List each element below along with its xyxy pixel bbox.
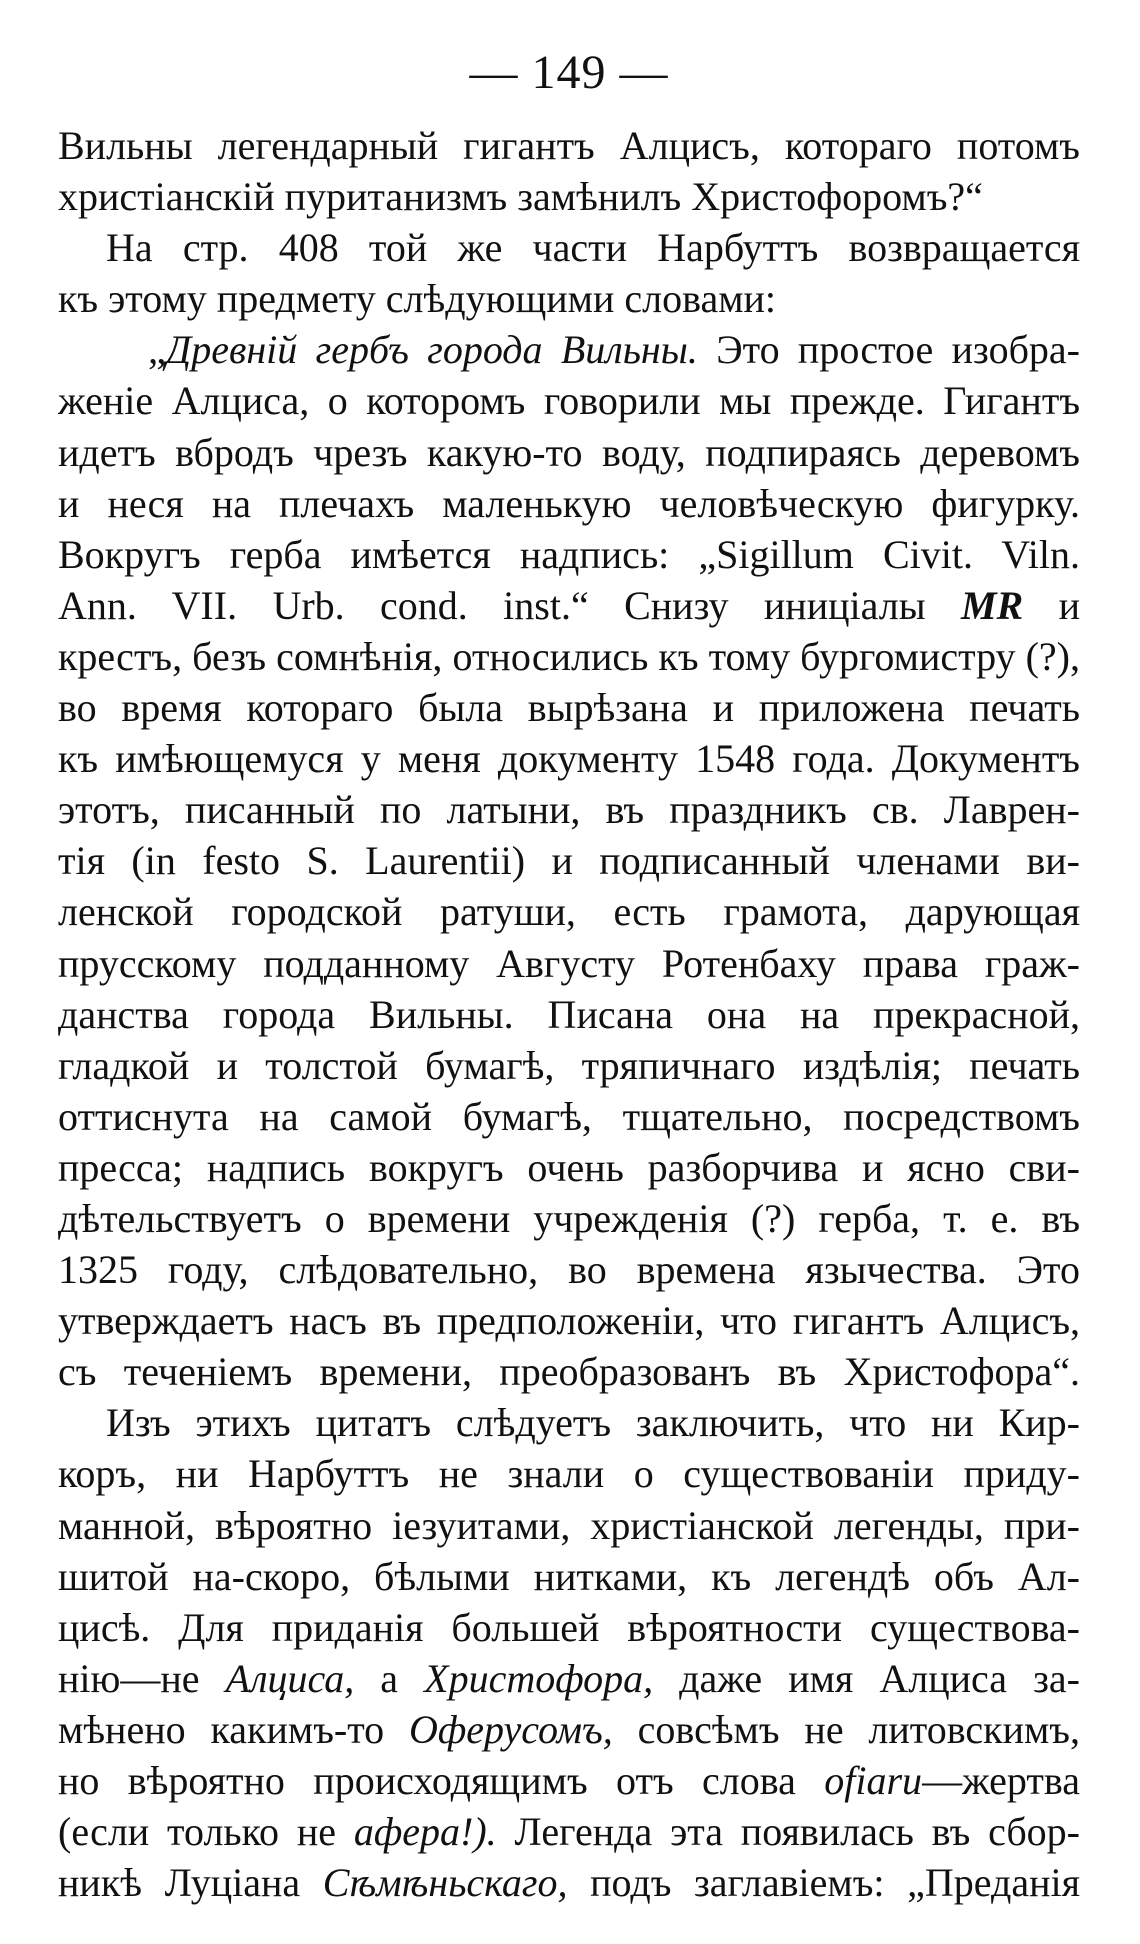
text-line: нію—не Алциса, а Христофора, даже имя Алциса за- xyxy=(58,1655,1080,1701)
text-line: (если только не афера!). Легенда эта появилась въ сбор- xyxy=(58,1809,1080,1855)
text-line: прусскому подданному Августу Ротенбаху права граж- xyxy=(58,940,1080,986)
italic-name: Оферусомъ, xyxy=(409,1706,613,1752)
italic-word: ofiaru xyxy=(824,1758,923,1803)
text-line: ленской городской ратуши, есть грамота, дарующая xyxy=(58,889,1080,935)
text-line: тія (in festo S. Laurentii) и подписанный членами ви- xyxy=(58,838,1080,884)
italic-name: Сѣмѣньскаго, xyxy=(322,1860,568,1906)
initials: MR xyxy=(960,582,1024,628)
italic-name: Алциса, xyxy=(225,1655,355,1701)
text-line: Ann. VII. Urb. cond. inst.“ Снизу иниціалы MR и xyxy=(58,582,1080,628)
text-line: пресса; надпись вокругъ очень разборчива и ясно сви- xyxy=(58,1144,1080,1190)
text-line: „Древній гербъ города Вильны. Это простое изобра- xyxy=(148,327,1081,373)
text-line: гладкой и толстой бумагѣ, тряпичнаго издѣлія; печать xyxy=(58,1042,1080,1088)
text-line: цисѣ. Для приданія большей вѣроятности существова- xyxy=(58,1604,1080,1650)
italic-phrase: Древній гербъ города Вильны. xyxy=(165,327,698,373)
text-line: Изъ этихъ цитатъ слѣдуетъ заключить, что ни Кир- xyxy=(106,1400,1080,1446)
text-line: Вильны легендарный гигантъ Алцисъ, котораго потомъ xyxy=(58,123,1080,168)
text-line: данства города Вильны. Писана она на прекрасной, xyxy=(58,991,1080,1037)
text-line: оттиснута на самой бумагѣ, тщательно, посредствомъ xyxy=(58,1093,1080,1139)
text-line: этотъ, писанный по латыни, въ праздникъ св. Лаврен- xyxy=(58,787,1080,833)
text-line: и неся на плечахъ маленькую человѣческую фигурку. xyxy=(58,480,1080,526)
page-number: — 149 — xyxy=(469,46,669,99)
text-line: во время котораго была вырѣзана и приложена печать xyxy=(58,685,1080,731)
book-page xyxy=(58,40,1080,1908)
text-line: 1325 году, слѣдовательно, во времена язычества. Это xyxy=(58,1247,1080,1293)
text-line: дѣтельствуетъ о времени учрежденія (?) герба, т. е. въ xyxy=(58,1195,1080,1241)
text-line: никѣ Луціана Сѣмѣньскаго, подъ заглавіемъ: „Преданія xyxy=(58,1860,1081,1906)
text-line: манной, вѣроятно іезуитами, христіанской легенды, при- xyxy=(58,1502,1080,1548)
text-line: къ этому предмету слѣдующими словами: xyxy=(58,276,777,322)
text-line: утверждаетъ насъ въ предположеніи, что гигантъ Алцисъ, xyxy=(58,1298,1080,1344)
italic-word: афера!). xyxy=(353,1809,497,1855)
text-line: но вѣроятно происходящимъ отъ слова ofiaru—жертва xyxy=(58,1758,1080,1803)
text-line: Вокругъ герба имѣется надпись: „Sigillum Civit. Viln. xyxy=(58,531,1080,577)
text-line: христіанскій пуританизмъ замѣнилъ Христофоромъ?“ xyxy=(58,174,983,220)
italic-name: Христофора, xyxy=(424,1655,654,1701)
text-line: идетъ вбродъ чрезъ какую-то воду, подпираясь деревомъ xyxy=(58,429,1080,475)
text-line: коръ, ни Нарбуттъ не знали о существованіи приду- xyxy=(58,1451,1080,1497)
text-line: женіе Алциса, о которомъ говорили мы прежде. Гигантъ xyxy=(58,378,1080,424)
text-line: къ имѣющемуся у меня документу 1548 года. Документъ xyxy=(58,736,1080,782)
text-line: На стр. 408 той же части Нарбуттъ возвращается xyxy=(106,225,1080,271)
text-line: шитой на-скоро, бѣлыми нитками, къ легендѣ объ Ал- xyxy=(58,1553,1080,1599)
text-line: мѣнено какимъ-то Оферусомъ, совсѣмъ не литовскимъ, xyxy=(58,1706,1080,1752)
text-line: крестъ, безъ сомнѣнія, относились къ тому бургомистру (?), xyxy=(58,633,1080,679)
text-line: съ теченіемъ времени, преобразованъ въ Христофора“. xyxy=(58,1349,1080,1395)
